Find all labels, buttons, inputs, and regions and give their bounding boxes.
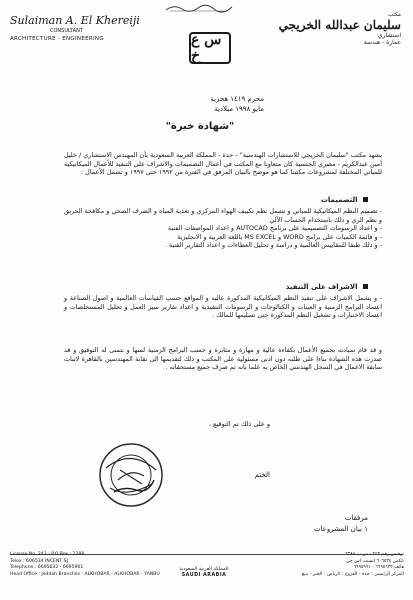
footer-line: تلكس ٦٠٦٥٣٤ انسنت اس جي bbox=[346, 558, 404, 564]
company-logo bbox=[189, 32, 231, 64]
section-heading-supervision bbox=[260, 283, 368, 291]
footer-line: License No. 243 - P.O.Box : 2388 bbox=[10, 552, 85, 557]
attachments-label: مرفقات bbox=[344, 514, 368, 522]
list-item: - تصميم النظم الميكانيكية للمباني و تشمل نظم تكييف الهواء المركزي و تغذية المياه و الصرف الصحي و مكافحة الحريق و نظم الري و ذلك باستخدام الحساب الآلي bbox=[64, 207, 382, 224]
company-stamp-icon bbox=[96, 440, 166, 510]
list-item: - و يشمل الاشراف على تنفيذ النظم الميكانيكية المذكورة عاليه و المواقع حسب القياسات العالمية و اصول الصناعة و اعتماد البرامج الزمنية و العينات و الكتالوجات و الرسومات التنفيذية و اعداد تقارير سير العمل و تحليل المستخلصات و اعتماد الاختبارات و تشغيل النظم المذكورة حتى تسليمها للمالك . bbox=[64, 294, 382, 320]
section-heading-text: التصميمات bbox=[320, 196, 358, 204]
list-item: - و اعداد الرسومات التصميمية على برنامج AUTOCAD و اعداد المواصفات الفنية bbox=[64, 224, 382, 233]
seal-label: الختم bbox=[254, 471, 270, 479]
footer-line: Telephone : 6695632 - 6695961 bbox=[10, 565, 84, 571]
list-item: - و ذلك طبقا للمقاييس العالمية و دراسة و تحليل العطاءات و اعداد التقارير الفنية . bbox=[64, 241, 382, 250]
bullet-icon bbox=[363, 284, 368, 289]
discipline-label-arabic: عمارة - هندسة bbox=[363, 39, 401, 46]
footer-right bbox=[268, 552, 404, 578]
intro-paragraph: يشهد مكتب "سليمان الخريجي للاستشارات الهندسية" - جدة - المملكة العربية السعودية بأن المهندس الاستشاري / خليل أمين عبدالكريم - مصري الجنسية كان متعاونا مع المكتب في أعمال التصميمات والاشراف على التنفيذ للأعمال الميكانيكية للمباني المختلفة لمشروعات مكتبنا كما هو موضح بالبيان المرفق في الفترة من ١٩٩٢ حتى ١٩٩٧ و تشمل الأعمال : bbox=[64, 151, 382, 177]
bullet-icon bbox=[363, 197, 368, 202]
footer-country-latin: SAUDI ARABIA bbox=[181, 573, 227, 578]
attachment-item: ١ بيان المشروعات bbox=[313, 525, 368, 533]
footer-left bbox=[10, 552, 160, 578]
section-heading-text: الاشراف على التنفيذ bbox=[285, 283, 358, 291]
company-name-arabic: سليمان عبدالله الخريجي bbox=[278, 18, 401, 32]
footer-line: المركز الرئيسي : جدة - الفروع : الرياض - الخبر - ينبع bbox=[301, 571, 404, 577]
discipline-label: ARCHITECTURE - ENGINEERING bbox=[10, 36, 104, 42]
footer-country-arabic: المملكة العربية السعودية bbox=[179, 567, 229, 572]
date-hijri: محرم ١٤١٩ هجرية bbox=[210, 95, 264, 103]
footer-line: Telex : 606534 INCENT SJ bbox=[10, 558, 68, 564]
footer-line: ترخيص رقم ٢٤٣ - ص ب ٢٣٨٨ bbox=[345, 552, 404, 557]
footer-center bbox=[164, 567, 244, 579]
closing-paragraph: و قد قام سيادته بجميع الأعمال بكفاءة عالية و مهارة و مثابرة و حسب البرامج الزمنية لسها و نتمنى له التوفيق و قد صدرت هذه الشهادة بناءا على طلبه دون ادنى مسئولية على المكتب و ذلك لتقديمها الى نقابة المهندسين بالقاهرة لاثبات سابقة الاعمال في السجل الهندسي الخاص به علما بانه تم صرف جميع مستحقاته . bbox=[64, 346, 382, 372]
supervision-list bbox=[64, 294, 382, 320]
list-item: - و قائمة الكميات على برامج WORD و MS EXCEL باللغة العربية و الانجليزية bbox=[64, 233, 382, 242]
footer-line: هاتف ٦٦٩٥٦٣٢ - ٦٦٩٥٩٦١ bbox=[353, 565, 404, 571]
consultant-label-arabic: استشاري bbox=[377, 32, 401, 39]
calligraphy-emblem-icon bbox=[164, 3, 234, 13]
letterhead-right bbox=[251, 12, 401, 46]
footer-line: Head Office : Jeddah Branches : ALKHOBAR - ALKHOBAR - YANBU bbox=[10, 571, 160, 577]
section-heading-design bbox=[250, 196, 368, 204]
logo-text: س ع خ bbox=[191, 32, 222, 64]
consultant-label: CONSULTANT bbox=[50, 28, 83, 34]
attachments bbox=[250, 513, 368, 535]
company-name-latin: Sulaiman A. El Khereiji bbox=[10, 14, 140, 27]
office-label-arabic: مكتب bbox=[387, 12, 401, 18]
design-list bbox=[64, 207, 382, 250]
document-date bbox=[134, 94, 264, 114]
date-gregorian: مايو ١٩٩٨ ميلادية bbox=[214, 105, 264, 113]
document-title: "شهادة خبرة" bbox=[165, 121, 235, 132]
letterhead-left bbox=[10, 14, 150, 42]
signature-intro: و على ذلك تم التوقيع ، bbox=[208, 420, 270, 428]
